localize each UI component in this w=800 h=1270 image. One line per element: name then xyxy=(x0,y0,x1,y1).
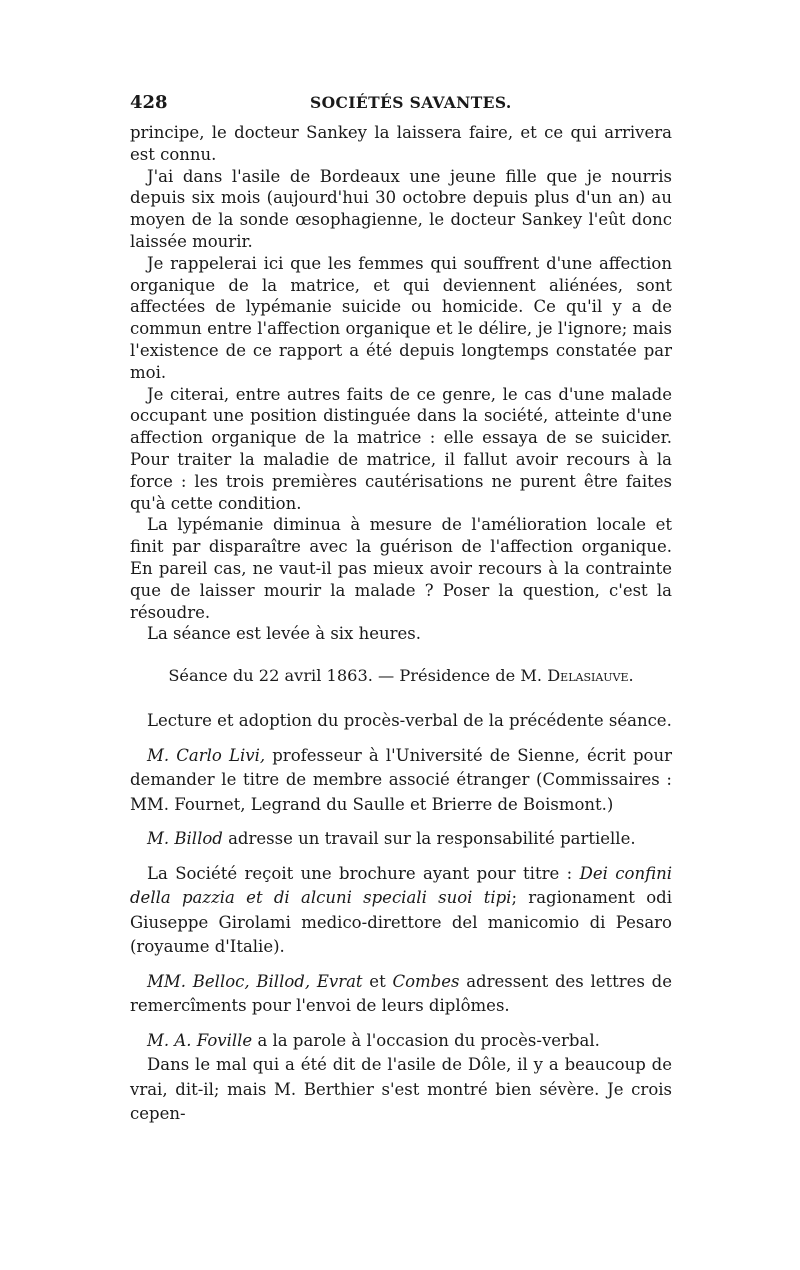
brochure-title: Dei confini della pazzia et di alcuni speciali suoi tipi xyxy=(130,863,672,908)
paragraph: Lecture et adoption du procès-verbal de la précédente séance. xyxy=(147,711,672,731)
person-name: Foville xyxy=(196,1030,253,1050)
paragraph xyxy=(130,744,672,818)
paragraph-text: professeur à l'Université de Sienne, écrit pour demander le titre de membre associé étranger (Commissaires : MM. Fournet, Legrand du Saulle et Brierre de Boismont.) xyxy=(130,745,672,814)
person-name: Billod xyxy=(174,829,223,849)
book-page xyxy=(130,92,672,1127)
page-number: 428 xyxy=(130,92,168,113)
session-heading-text: Séance du 22 avril 1863. — Présidence de M. xyxy=(168,666,548,686)
paragraph: principe, le docteur Sankey la laissera faire, et ce qui arrivera est connu. xyxy=(130,123,672,164)
paragraph: J'ai dans l'asile de Bordeaux une jeune fille que je nourris depuis six mois (aujourd'hui 30 octobre depuis plus d'un an) au moyen de la sonde œsophagienne, le docteur Sankey l'eût donc laissée mourir. xyxy=(130,166,672,251)
person-name: Combes xyxy=(392,971,460,991)
paragraph: Dans le mal qui a été dit de l'asile de Dôle, il y a beaucoup de vrai, dit-il; mais M. Berthier s'est montré bien sévère. Je crois cepen- xyxy=(130,1055,672,1124)
person-names: Belloc, Billod, Evrat xyxy=(192,971,363,991)
person-name: Carlo Livi, xyxy=(176,745,266,765)
paragraph xyxy=(130,970,672,1019)
president-name: Delasiauve. xyxy=(547,666,634,686)
paragraph: Je citerai, entre autres faits de ce genre, le cas d'une malade occupant une position distinguée dans la société, atteinte d'une affection organique de la matrice : elle essaya de se suicider. Pour traiter la maladie de matrice, il fallut avoir recours à la force : les trois premières cautérisations ne purent être faites qu'à cette condition. xyxy=(130,384,672,513)
running-title: SOCIÉTÉS SAVANTES. xyxy=(310,93,512,112)
honorific: M. xyxy=(147,745,177,765)
session-heading xyxy=(130,665,672,687)
paragraph xyxy=(130,827,672,852)
paragraph: La séance est levée à six heures. xyxy=(147,624,421,644)
paragraph: Je rappelerai ici que les femmes qui souffrent d'une affection organique de la matrice, et qui deviennent aliénées, sont affectées de lypémanie suicide ou homicide. Ce qu'il y a de commun entre l'affection organique et le délire, je l'ignore; mais l'existence de ce rapport a été depuis longtemps constatée par moi. xyxy=(130,253,672,382)
paragraph-text: adressent des lettres de remercîments pour l'envoi de leurs diplômes. xyxy=(130,971,672,1016)
conjunction: et xyxy=(362,971,393,991)
honorific: M. A. xyxy=(147,1030,197,1050)
paragraph xyxy=(130,1029,672,1054)
paragraph-text: adresse un travail sur la responsabilité partielle. xyxy=(222,829,636,849)
running-head xyxy=(130,92,672,122)
paragraph xyxy=(130,862,672,960)
honorific: MM. xyxy=(147,971,193,991)
text-block-previous-session xyxy=(130,122,672,645)
paragraph-text: La Société reçoit une brochure ayant pour titre : xyxy=(147,863,580,883)
text-block-current-session xyxy=(130,709,672,1127)
honorific: M. xyxy=(147,829,175,849)
paragraph: La lypémanie diminua à mesure de l'amélioration locale et finit par disparaître avec la guérison de l'affection organique. En pareil cas, ne vaut-il pas mieux avoir recours à la contrainte que de laisser mourir la malade ? Poser la question, c'est la résoudre. xyxy=(130,515,672,622)
paragraph-text: ; ragionament odi Giuseppe Girolami medico-direttore del manicomio di Pesaro (royaume d'Italie). xyxy=(130,888,672,957)
paragraph-text: a la parole à l'occasion du procès-verbal. xyxy=(252,1030,600,1050)
